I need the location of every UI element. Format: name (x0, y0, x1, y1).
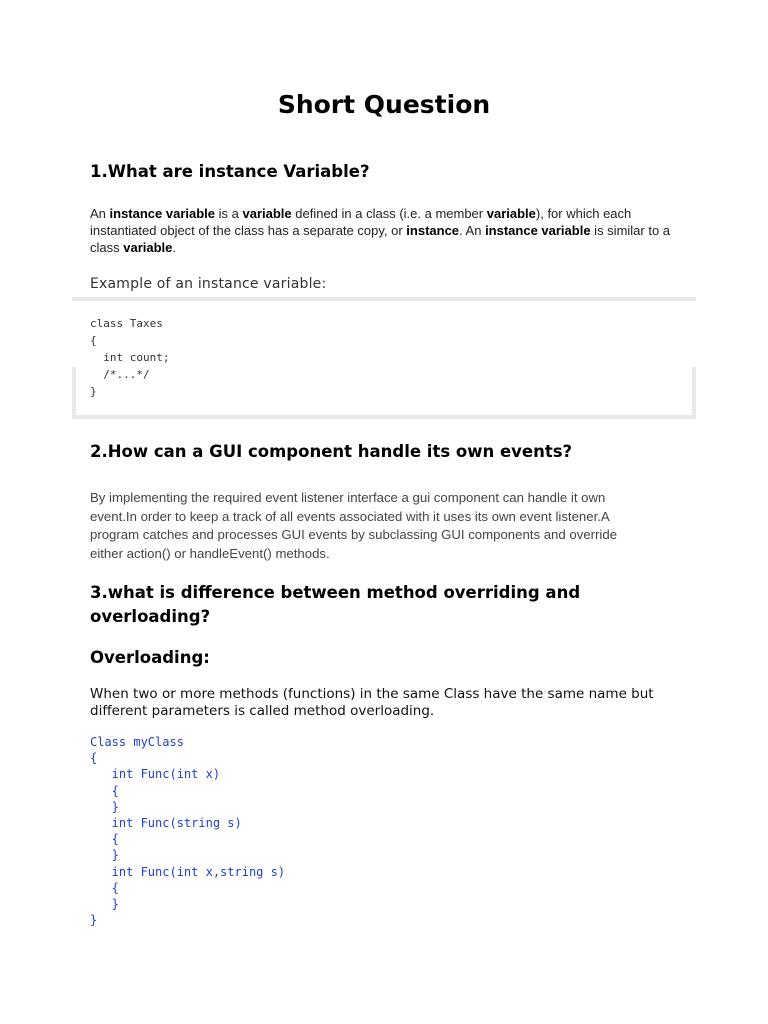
code-box-border (72, 367, 76, 419)
definition-text: defined in a class (i.e. a member (291, 206, 487, 221)
bold-term: variable (486, 206, 536, 221)
definition-text: . An (459, 223, 486, 238)
overloading-code: Class myClass { int Func(int x) { } int Func(string s) { } int Func(int x,string s) { } } (90, 735, 286, 928)
definition-text: is a (215, 206, 243, 221)
definition-text: An (90, 206, 110, 221)
question-2-answer: By implementing the required event listener interface a gui component can handle it own event.In order to keep a track of all events associated with it uses its own event listener.A program catches and processes GUI events by subclassing GUI components and override either action() or handleEvent() methods. (90, 490, 618, 562)
instance-variable-definition (90, 205, 690, 256)
code-box-border (72, 297, 696, 301)
example-label: Example of an instance variable: (90, 276, 327, 292)
code-box-border (692, 367, 696, 419)
overloading-subheading: Overloading: (90, 648, 210, 667)
definition-text: is similar to a class (90, 223, 671, 255)
question-1-heading: 1.What are instance Variable? (90, 162, 370, 181)
bold-term: instance variable (109, 206, 216, 221)
question-3-heading: 3.what is difference between method overriding and overloading? (90, 583, 581, 626)
definition-text: ), for which each instantiated object of the class has a separate copy, or (90, 206, 632, 238)
bold-term: instance variable (485, 223, 591, 238)
bold-term: instance (406, 223, 460, 238)
question-2-heading: 2.How can a GUI component handle its own events? (90, 442, 573, 461)
example-code-box (72, 297, 696, 419)
code-box-border (72, 415, 696, 419)
page-title: Short Question (277, 90, 491, 119)
definition-text: . (172, 240, 177, 255)
bold-term: variable (242, 206, 292, 221)
bold-term: variable (123, 240, 173, 255)
overloading-description: When two or more methods (functions) in the same Class have the same name but different parameters is called method overloading. (90, 686, 654, 719)
example-code: class Taxes { int count; /*...*/ } (90, 317, 170, 398)
